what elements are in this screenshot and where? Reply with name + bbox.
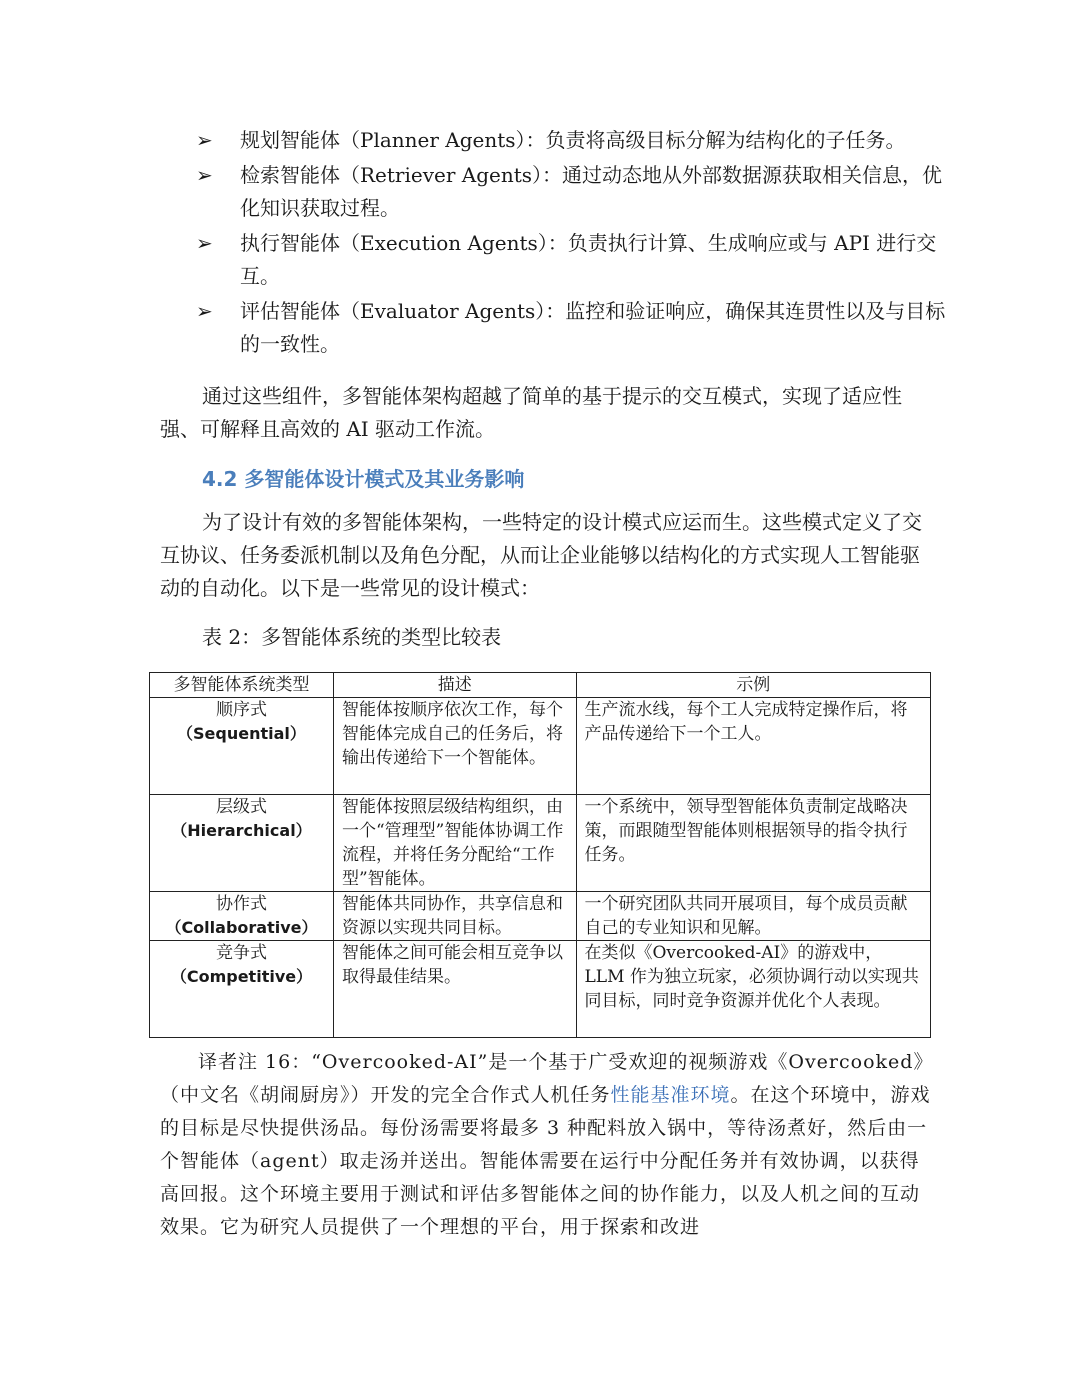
agent-type-list: [196, 124, 956, 363]
intro-paragraph: 为了设计有效的多智能体架构，一些特定的设计模式应运而生。这些模式定义了交互协议、任务委派机制以及角色分配，从而让企业能够以结构化的方式实现人工智能驱动的自动化。以下是一些常见的设计模式：: [160, 510, 922, 600]
description-cell: 智能体按照层级结构组织，由一个“管理型”智能体协调工作流程，并将任务分配给“工作型”智能体。: [333, 795, 576, 892]
type-cell: [150, 698, 334, 795]
table-header-row: [150, 673, 931, 698]
description-cell: 智能体共同协作，共享信息和资源以实现共同目标。: [333, 892, 576, 941]
list-item: [196, 124, 956, 157]
arrow-bullet-icon: ➢: [196, 299, 213, 323]
list-item: [196, 295, 956, 361]
example-cell: 一个研究团队共同开展项目，每个成员贡献自己的专业知识和见解。: [576, 892, 931, 941]
type-name-cn: 竞争式: [215, 943, 267, 963]
table-row: [150, 698, 931, 795]
description-cell: 智能体按顺序依次工作，每个智能体完成自己的任务后，将输出传递给下一个智能体。: [333, 698, 576, 795]
arrow-bullet-icon: ➢: [196, 231, 213, 255]
list-item-text: 评估智能体（Evaluator Agents）：监控和验证响应，确保其连贯性以及与目标的一致性。: [240, 299, 946, 356]
benchmark-link[interactable]: 性能基准环境: [610, 1084, 731, 1106]
example-cell: 在类似《Overcooked-AI》的游戏中，LLM 作为独立玩家，必须协调行动以实现共同目标，同时竞争资源并优化个人表现。: [576, 941, 931, 1038]
comparison-table: [149, 672, 931, 1038]
arrow-bullet-icon: ➢: [196, 163, 213, 187]
translator-note: [160, 1046, 932, 1244]
list-item-text: 规划智能体（Planner Agents）：负责将高级目标分解为结构化的子任务。: [240, 128, 906, 152]
type-name-cn: 协作式: [215, 894, 267, 914]
table-row: [150, 795, 931, 892]
type-cell: [150, 892, 334, 941]
list-item: [196, 159, 956, 225]
type-name-en: （Collaborative）: [165, 918, 318, 937]
example-cell: 一个系统中，领导型智能体负责制定战略决策，而跟随型智能体则根据领导的指令执行任务。: [576, 795, 931, 892]
type-cell: [150, 941, 334, 1038]
type-name-en: （Hierarchical）: [171, 821, 312, 840]
summary-paragraph: 通过这些组件，多智能体架构超越了简单的基于提示的交互模式，实现了适应性强、可解释且高效的 AI 驱动工作流。: [160, 384, 902, 441]
column-header: 示例: [576, 673, 931, 698]
list-item-text: 检索智能体（Retriever Agents）：通过动态地从外部数据源获取相关信息，优化知识获取过程。: [240, 163, 943, 220]
type-name-cn: 顺序式: [215, 700, 267, 720]
type-name-cn: 层级式: [215, 797, 267, 817]
table-row: [150, 892, 931, 941]
column-header: 多智能体系统类型: [150, 673, 334, 698]
column-header: 描述: [333, 673, 576, 698]
note-text-after: 。在这个环境中，游戏的目标是尽快提供汤品。每份汤需要将最多 3 种配料放入锅中，等待汤煮好，然后由一个智能体（agent）取走汤并送出。智能体需要在运行中分配任务并有效协调，以获得高回报。这个环境主要用于测试和评估多智能体之间的协作能力，以及人机之间的互动效果。它为研究人员提供了一个理想的平台，用于探索和改进: [160, 1084, 931, 1238]
section-heading: 4.2 多智能体设计模式及其业务影响: [202, 467, 525, 491]
list-item: [196, 227, 956, 293]
note-text-before: 译者注 16：“Overcooked-AI”是一个基于广受欢迎的视频游戏《Overcooked》（中文名《胡闹厨房》）开发的完全合作式人机任务: [160, 1051, 924, 1106]
example-cell: 生产流水线，每个工人完成特定操作后，将产品传递给下一个工人。: [576, 698, 931, 795]
type-cell: [150, 795, 334, 892]
table-row: [150, 941, 931, 1038]
type-name-en: （Sequential）: [177, 724, 306, 743]
type-name-en: （Competitive）: [170, 967, 313, 986]
description-cell: 智能体之间可能会相互竞争以取得最佳结果。: [333, 941, 576, 1038]
arrow-bullet-icon: ➢: [196, 128, 213, 152]
table-caption: 表 2：多智能体系统的类型比较表: [202, 625, 502, 649]
list-item-text: 执行智能体（Execution Agents）：负责执行计算、生成响应或与 API 进行交互。: [240, 231, 937, 288]
